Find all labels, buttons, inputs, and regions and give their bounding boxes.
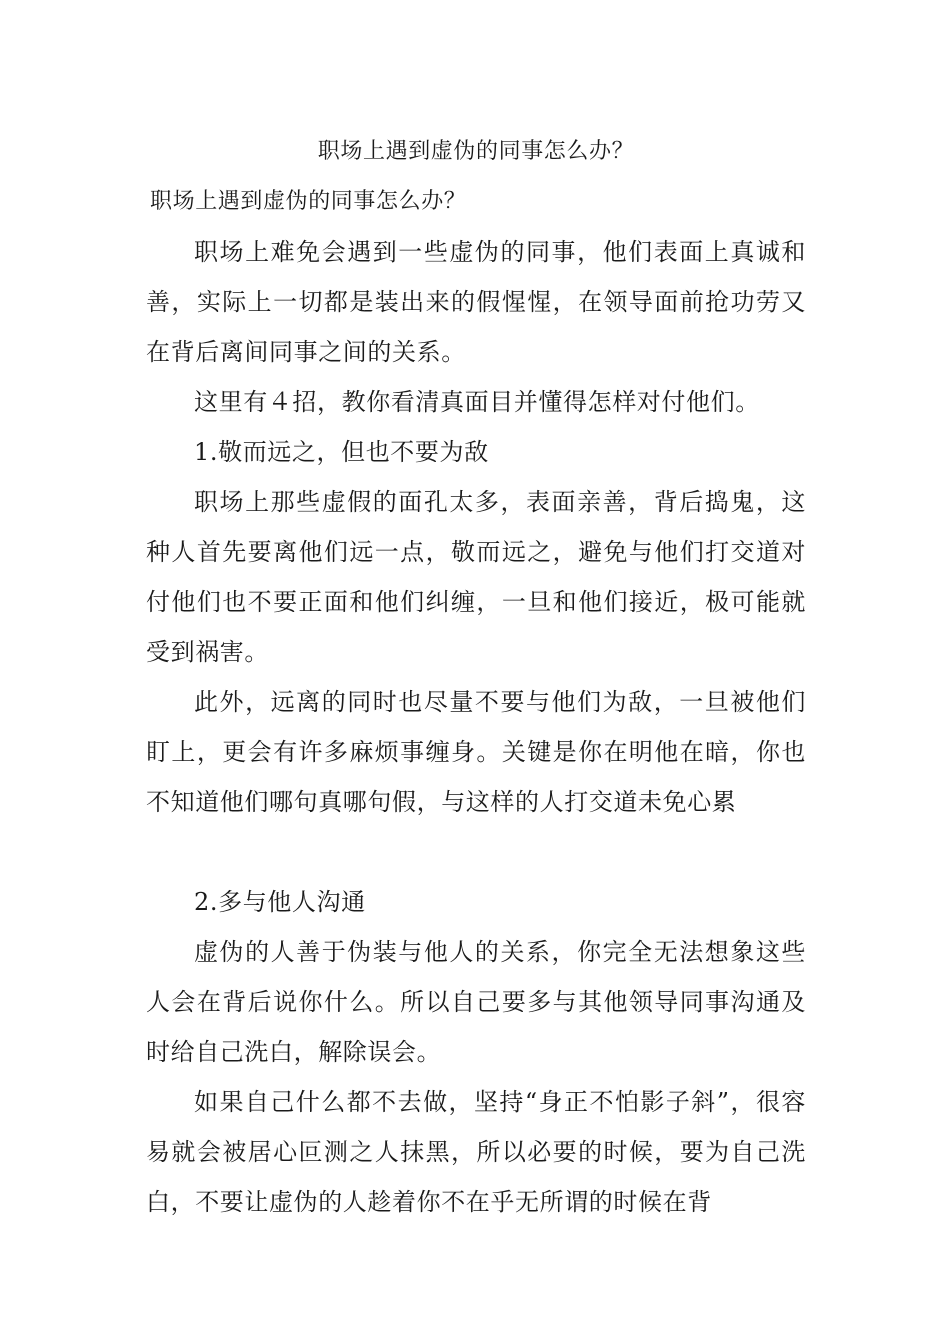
paragraph-gap (146, 827, 806, 877)
document-subtitle: 职场上遇到虚伪的同事怎么办？ (150, 189, 467, 214)
section-1-paragraph-1: 职场上那些虚假的面孔太多，表面亲善，背后捣鬼，这种人首先要离他们远一点，敬而远之，避免与他们打交道对付他们也不要正面和他们纠缠，一旦和他们接近，极可能就受到祸害。 (146, 488, 806, 666)
section-2-paragraph-1: 虚伪的人善于伪装与他人的关系，你完全无法想象这些人会在背后说你什么。所以自己要多与其他领导同事沟通及时给自己洗白，解除误会。 (146, 938, 806, 1066)
section-2-heading: 2.多与他人沟通 (194, 888, 366, 916)
intro-paragraph: 职场上难免会遇到一些虚伪的同事，他们表面上真诚和善，实际上一切都是装出来的假惺惺，在领导面前抢功劳又在背后离间同事之间的关系。 (146, 238, 806, 366)
section-2-paragraph-2: 如果自己什么都不去做，坚持“身正不怕影子斜”，很容易就会被居心叵测之人抹黑，所以必要的时候，要为自己洗白，不要让虚伪的人趁着你不在乎无所谓的时候在背 (146, 1088, 806, 1216)
section-1-heading: 1.敬而远之，但也不要为敌 (194, 438, 489, 466)
section-1-paragraph-2: 此外，远离的同时也尽量不要与他们为敌，一旦被他们盯上，更会有许多麻烦事缠身。关键是你在明他在暗，你也不知道他们哪句真哪句假，与这样的人打交道未免心累 (146, 688, 806, 816)
lead-paragraph: 这里有４招，教你看清真面目并懂得怎样对付他们。 (194, 388, 760, 416)
document-title: 职场上遇到虚伪的同事怎么办？ (317, 139, 635, 164)
document-body (146, 127, 806, 1227)
